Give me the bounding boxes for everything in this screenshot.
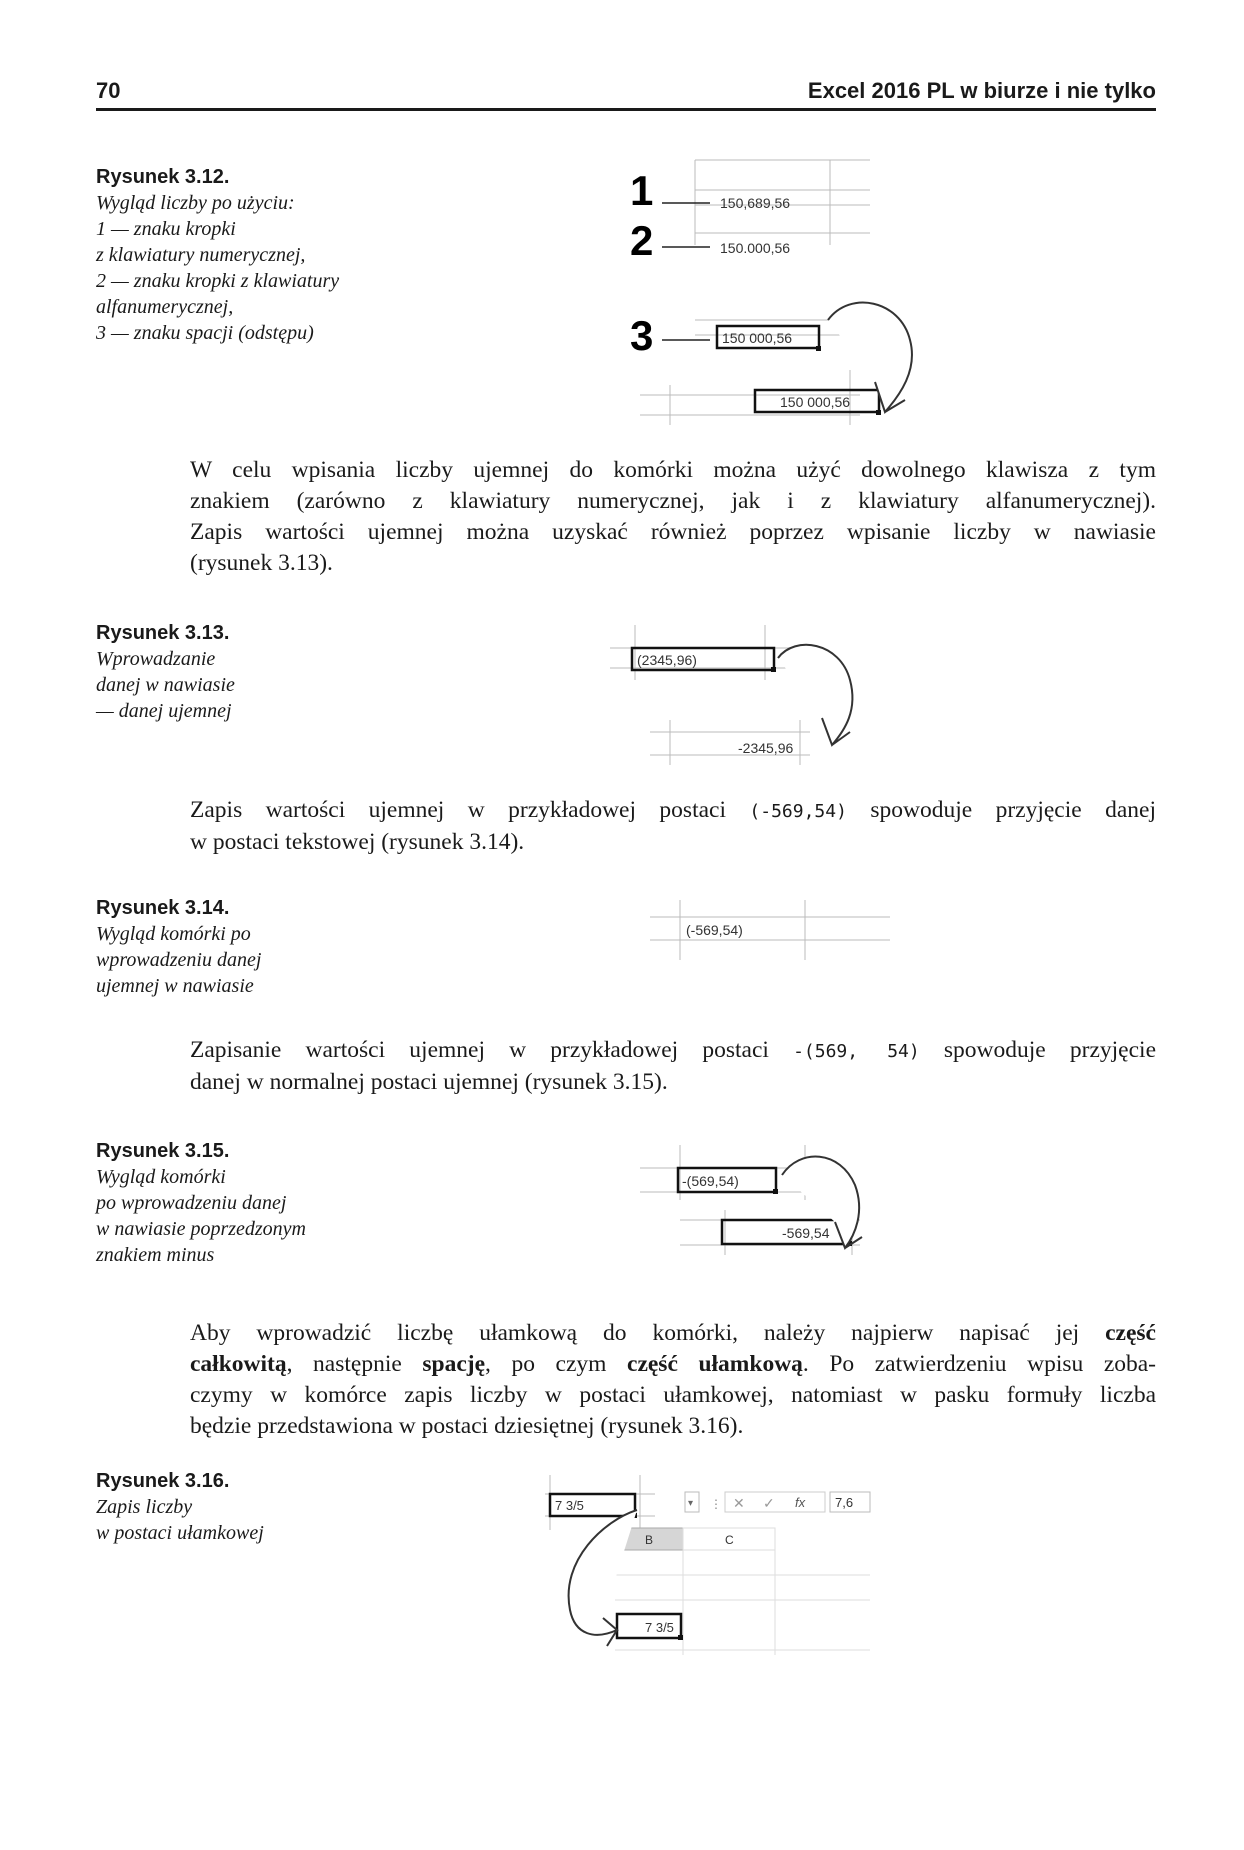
caption-line: — danej ujemnej (96, 700, 232, 722)
text-line: Zapis wartości ujemnej w przykładowej postaci (-569,54) spowoduje przyjęcie danej (190, 797, 1156, 823)
cell-value: 150,689,56 (720, 195, 791, 211)
figure-3-13-image (610, 620, 880, 770)
text-line: w postaci tekstowej (rysunek 3.14). (190, 829, 525, 855)
cell-value: 7 3/5 (645, 1620, 674, 1635)
paragraph-1 (190, 455, 1156, 579)
caption-line: 2 — znaku kropki z klawiatury (96, 270, 340, 292)
function-icon[interactable]: fx (795, 1495, 806, 1510)
caption-line: w postaci ułamkowej (96, 1522, 264, 1544)
cell-value: 150 000,56 (722, 330, 793, 346)
curved-arrow-icon (778, 645, 852, 745)
figure-3-15-image (640, 1140, 900, 1270)
bold-text: część ułamkową (627, 1351, 803, 1377)
bold-text: część (1105, 1320, 1156, 1346)
cell-value: 7 3/5 (555, 1498, 584, 1513)
caption-line: 1 — znaku kropki (96, 218, 236, 240)
caption-line: ujemnej w nawiasie (96, 975, 254, 997)
text-line: Aby wprowadzić liczbę ułamkową do komórki, należy najpierw napisać jej część (190, 1320, 1156, 1346)
bold-text: całkowitą (190, 1351, 287, 1377)
figure-3-14-caption (96, 895, 386, 999)
caption-line: z klawiatury numerycznej, (96, 244, 306, 266)
figure-label: Rysunek 3.15. (96, 1140, 230, 1162)
cell-value: -2345,96 (738, 740, 794, 756)
figure-3-15-caption (96, 1138, 386, 1268)
caption-line: Wygląd komórki (96, 1166, 226, 1188)
column-header-c: C (725, 1533, 734, 1547)
figure-label: Rysunek 3.14. (96, 897, 230, 919)
formula-value: 7,6 (835, 1495, 854, 1510)
cell-value: -(569,54) (682, 1173, 739, 1189)
figure-3-16-image (545, 1470, 965, 1660)
enter-icon[interactable]: ✓ (763, 1495, 775, 1511)
page-header (96, 76, 1156, 111)
caption-line: Wprowadzanie (96, 648, 216, 670)
cell-value: 150 000,56 (780, 394, 851, 410)
figure-label: Rysunek 3.16. (96, 1470, 230, 1492)
caption-line: Wygląd liczby po użyciu: (96, 192, 295, 214)
figure-3-12-image (600, 150, 930, 430)
bold-text: spację (422, 1351, 486, 1377)
caption-line: 3 — znaku spacji (odstępu) (96, 322, 314, 344)
marker-1: 1 (630, 167, 654, 214)
caption-line: po wprowadzeniu danej (96, 1192, 287, 1214)
text-line: znakiem (zarówno z klawiatury numerycznej, jak i z klawiatury alfanumerycznej). (190, 488, 1156, 514)
text-line: W celu wpisania liczby ujemnej do komórki można użyć dowolnego klawisza z tym (190, 457, 1156, 483)
cell-value: (2345,96) (637, 652, 697, 668)
paragraph-3 (190, 1035, 1156, 1098)
caption-line: Zapis liczby (96, 1496, 193, 1518)
figure-3-13-caption (96, 620, 386, 724)
text-line: danej w normalnej postaci ujemnej (rysunek 3.15). (190, 1069, 668, 1095)
dots-icon: ⋮ (710, 1497, 722, 1511)
caption-line: znakiem minus (96, 1244, 215, 1266)
column-header-b: B (645, 1533, 654, 1547)
book-title: Excel 2016 PL w biurze i nie tylko (807, 78, 1156, 103)
caption-line: Wygląd komórki po (96, 923, 251, 945)
cell-value: 150.000,56 (720, 240, 791, 256)
inline-code: -(569, 54) (793, 1041, 920, 1062)
text-line: Zapis wartości ujemnej można uzyskać również poprzez wpisanie liczby w nawiasie (190, 519, 1156, 545)
text-line: całkowitą, następnie spację, po czym część ułamkową. Po zatwierdzeniu wpisu zoba- (190, 1351, 1157, 1377)
figure-label: Rysunek 3.12. (96, 166, 230, 188)
chevron-down-icon: ▾ (688, 1498, 694, 1509)
curved-arrow-icon (569, 1510, 637, 1646)
text-line: (rysunek 3.13). (190, 550, 333, 576)
cancel-icon[interactable]: ✕ (733, 1495, 745, 1511)
marker-2: 2 (630, 217, 654, 264)
caption-line: danej w nawiasie (96, 674, 235, 696)
figure-3-14-image (650, 895, 890, 965)
paragraph-2 (190, 795, 1156, 858)
cell-value: -569,54 (782, 1225, 830, 1241)
text-line: będzie przedstawiona w postaci dziesiętnej (rysunek 3.16). (190, 1413, 744, 1439)
figure-label: Rysunek 3.13. (96, 622, 230, 644)
caption-line: wprowadzeniu danej (96, 949, 262, 971)
inline-code: (-569,54) (749, 801, 847, 822)
figure-3-16-caption (96, 1468, 386, 1546)
caption-line: w nawiasie poprzedzonym (96, 1218, 306, 1240)
marker-3: 3 (630, 312, 654, 359)
page-number: 70 (96, 78, 121, 103)
text-line: czymy w komórce zapis liczby w postaci ułamkowej, natomiast w pasku formuły liczba (190, 1382, 1156, 1408)
paragraph-4 (190, 1318, 1156, 1442)
figure-3-12-caption (96, 164, 386, 346)
cell-value: (-569,54) (686, 922, 743, 938)
caption-line: alfanumerycznej, (96, 296, 234, 318)
text-line: Zapisanie wartości ujemnej w przykładowej postaci -(569, 54) spowoduje przyjęcie (190, 1037, 1157, 1063)
